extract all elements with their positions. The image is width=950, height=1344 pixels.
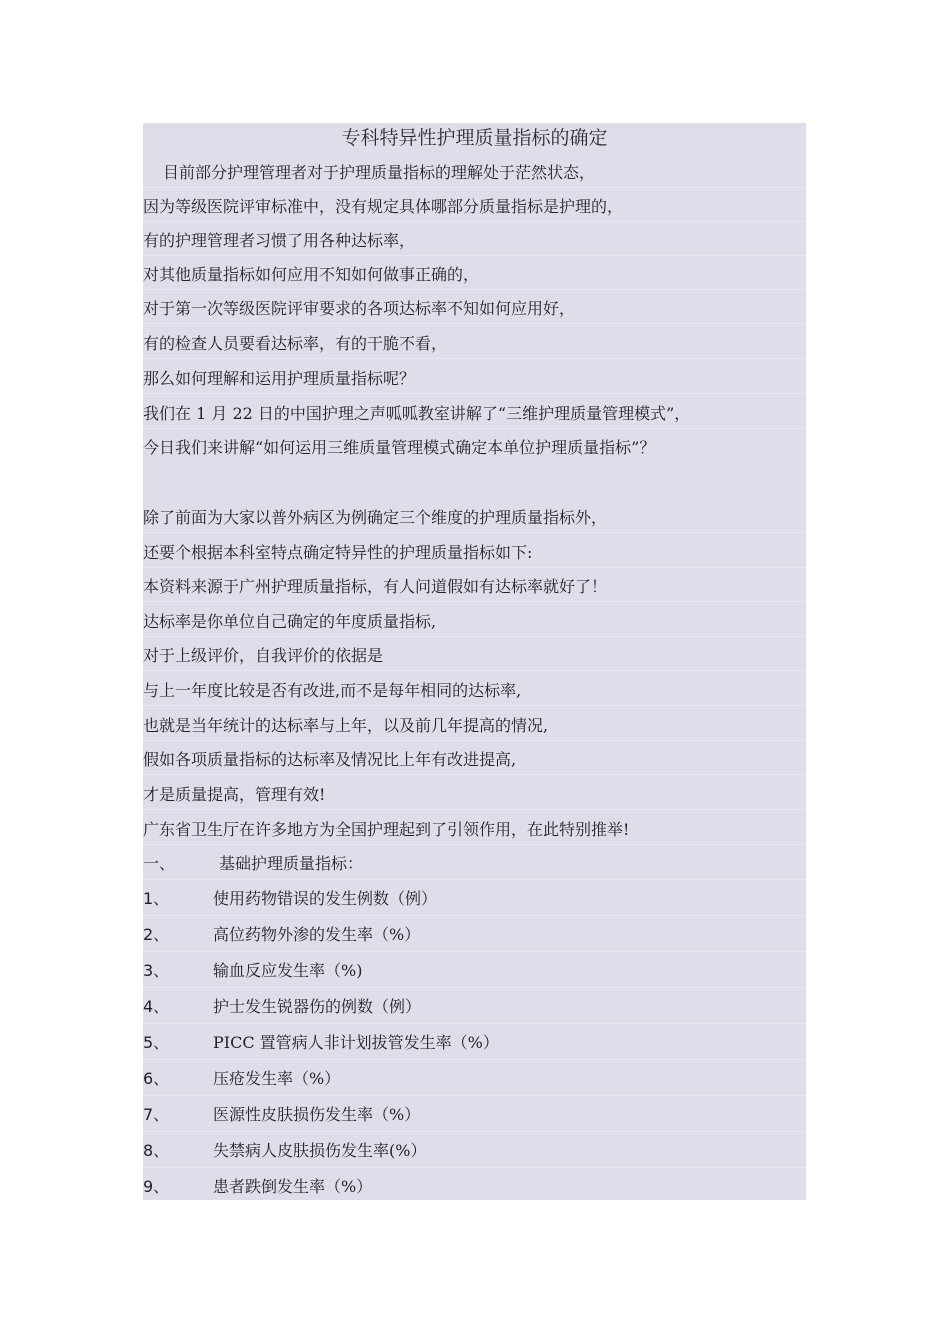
document-page [143,123,806,1200]
list-item: 患者跌倒发生率（%） [213,1177,373,1196]
paragraph-line: 假如各项质量指标的达标率及情况比上年有改进提高, [143,750,517,769]
line-divider [143,809,806,810]
line-divider [143,289,806,290]
list-item: 护士发生锐器伤的例数（例） [213,997,422,1016]
line-divider [143,1095,806,1096]
line-divider [143,532,806,533]
paragraph-line: 本资料来源于广州护理质量指标，有人问道假如有达标率就好了！ [143,577,608,596]
line-divider [143,670,806,671]
list-item-number: 3、 [143,961,170,980]
line-divider [143,567,806,568]
list-item-number: 8、 [143,1141,170,1160]
line-divider [143,393,806,394]
paragraph-line: 因为等级医院评审标准中，没有规定具体哪部分质量指标是护理的， [143,197,624,216]
paragraph-line: 我们在 1 月 22 日的中国护理之声呱呱教室讲解了“三维护理质量管理模式”， [143,404,691,423]
paragraph-line: 有的检查人员要看达标率，有的干脆不看， [143,334,448,353]
line-divider [143,915,806,916]
line-divider [143,1167,806,1168]
paragraph-line: 目前部分护理管理者对于护理质量指标的理解处于茫然状态， [163,163,596,182]
paragraph-line: 达标率是你单位自己确定的年度质量指标, [143,612,437,631]
line-divider [143,740,806,741]
line-divider [143,601,806,602]
line-divider [143,1023,806,1024]
list-item: 压疮发生率（%） [213,1069,341,1088]
paragraph-line: 那么如何理解和运用护理质量指标呢？ [143,369,416,388]
line-divider [143,428,806,429]
paragraph-line: 有的护理管理者习惯了用各种达标率， [143,231,416,250]
line-divider [143,1059,806,1060]
list-item-number: 2、 [143,925,170,944]
line-divider [143,951,806,952]
paragraph-line: 对其他质量指标如何应用不知如何做事正确的， [143,265,480,284]
paragraph-line: 除了前面为大家以普外病区为例确定三个维度的护理质量指标外， [143,508,608,527]
paragraph-line: 对于第一次等级医院评审要求的各项达标率不知如何应用好， [143,299,576,318]
line-divider [143,1131,806,1132]
list-item: 使用药物错误的发生例数（例） [213,889,438,908]
line-divider [143,705,806,706]
line-divider [143,879,806,880]
line-divider [143,636,806,637]
line-divider [143,358,806,359]
line-divider [143,844,806,845]
list-item-number: 7、 [143,1105,170,1124]
list-item: PICC 置管病人非计划拔管发生率（%） [213,1033,499,1052]
line-divider [143,323,806,324]
paragraph-line: 也就是当年统计的达标率与上年，以及前几年提高的情况, [143,716,549,735]
list-item-number: 6、 [143,1069,170,1088]
list-item: 失禁病人皮肤损伤发生率(%） [213,1141,427,1160]
paragraph-line: 对于上级评价，自我评价的依据是 [143,646,384,665]
section-heading: 基础护理质量指标： [219,854,364,873]
line-divider [143,987,806,988]
line-divider [143,221,806,222]
list-item: 医源性皮肤损伤发生率（%） [213,1105,421,1124]
paragraph-line: 才是质量提高，管理有效! [143,785,326,804]
list-item-number: 9、 [143,1177,170,1196]
line-divider [143,774,806,775]
paragraph-line: 与上一年度比较是否有改进,而不是每年相同的达标率, [143,681,522,700]
list-item-number: 4、 [143,997,170,1016]
section-heading-number: 一、 [143,854,176,873]
list-item: 输血反应发生率（%) [213,961,363,980]
paragraph-line: 今日我们来讲解“如何运用三维质量管理模式确定本单位护理质量指标”？ [143,438,656,457]
list-item: 高位药物外渗的发生率（%） [213,925,421,944]
list-item-number: 1、 [143,889,170,908]
line-divider [143,187,806,188]
document-title: 专科特异性护理质量指标的确定 [341,127,608,149]
paragraph-line: 广东省卫生厅在许多地方为全国护理起到了引领作用，在此特别推举! [143,820,630,839]
paragraph-line: 还要个根据本科室特点确定特异性的护理质量指标如下: [143,543,533,562]
list-item-number: 5、 [143,1033,170,1052]
line-divider [143,255,806,256]
